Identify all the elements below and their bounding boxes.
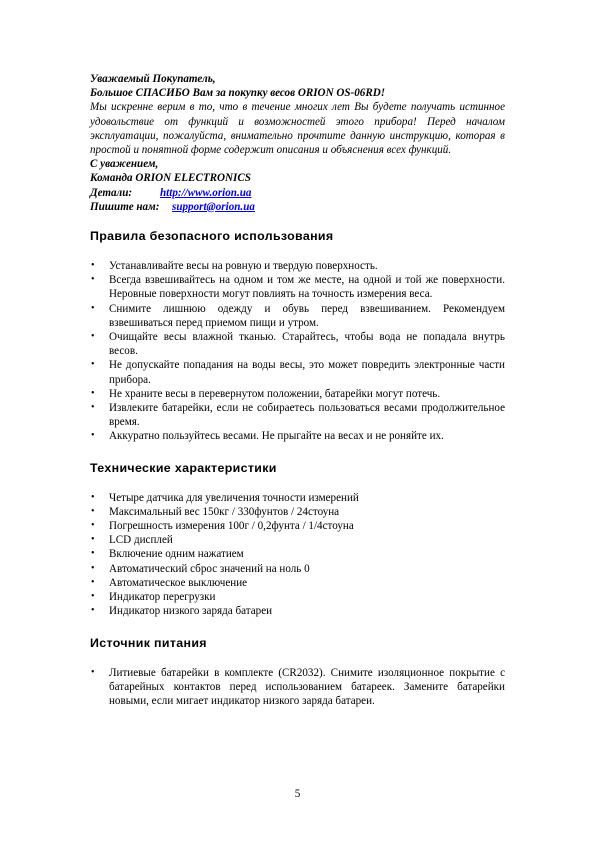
list-item: • Снимите лишнюю одежду и обувь перед взвешиванием. Рекомендуем взвешиваться перед приемом пищи и утром. [91, 302, 505, 329]
write-us-label: Пишите нам: [90, 200, 160, 213]
list-item: • Автоматический сброс значений на ноль 0 [91, 562, 310, 575]
bullet-icon: • [91, 591, 95, 603]
power-list [90, 666, 505, 709]
bullet-icon: • [91, 534, 95, 546]
bullet-icon: • [91, 430, 95, 442]
bullet-icon: • [91, 402, 95, 414]
list-item: • Автоматическое выключение [91, 576, 248, 589]
page-number: 5 [294, 788, 301, 800]
bullet-icon: • [91, 359, 95, 371]
list-item: • Четыре датчика для увеличения точности измерений [91, 491, 359, 504]
list-item: • Индикатор низкого заряда батареи [91, 605, 273, 618]
section-heading-safety: Правила безопасного использования [90, 229, 334, 244]
list-item: • Не храните весы в перевернутом положении, батарейки могут потечь. [91, 387, 441, 400]
regards: С уважением, [90, 158, 159, 171]
list-item: • Литиевые батарейки в комплекте (CR2032). Снимите изоляционное покрытие с батарейных контактов перед использованием батареек. Замените батарейки новыми, если мигает индикатор низкого заряда батареи. [91, 666, 505, 707]
bullet-icon: • [91, 260, 95, 272]
details-row [90, 186, 505, 200]
list-item: • Извлеките батарейки, если не собираетесь пользоваться весами продолжительное время. [91, 402, 505, 429]
list-item: • Погрешность измерения 100г / 0,2фунта / 1/4стоуна [91, 520, 354, 533]
intro-paragraph: Мы искренне верим в то, что в течение многих лет Вы будете получать истинное удовольствие от функций и возможностей этого прибора! Перед началом эксплуатации, пожалуйста, внимательно прочтите данную инструкцию, которая в простой и понятной форме содержит описания и объяснения всех функций. [90, 101, 505, 157]
list-item: • Устанавливайте весы на ровную и твердую поверхность. [91, 260, 378, 273]
bullet-icon: • [91, 331, 95, 343]
document-page [90, 72, 505, 708]
list-item: • Очищайте весы влажной тканью. Старайтесь, чтобы вода не попадала внутрь весов. [91, 331, 505, 358]
bullet-icon: • [91, 505, 95, 517]
bullet-icon: • [91, 274, 95, 286]
safety-list [90, 259, 505, 444]
list-item: • Аккуратно пользуйтесь весами. Не прыгайте на весах и не роняйте их. [91, 430, 444, 443]
list-item: • Включение одним нажатием [91, 548, 244, 561]
section-heading-power: Источник питания [90, 635, 207, 650]
bullet-icon: • [91, 387, 95, 399]
bullet-icon: • [91, 576, 95, 588]
specs-list [90, 491, 505, 619]
website-link[interactable]: http://www.orion.ua [160, 186, 252, 199]
intro-block [90, 72, 505, 214]
list-item: • Максимальный вес 150кг / 330фунтов / 24стоуна [91, 505, 340, 518]
thanks-line: Большое СПАСИБО Вам за покупку весов ORION OS-06RD! [90, 87, 386, 100]
email-row [90, 200, 505, 214]
greeting: Уважаемый Покупатель, [90, 73, 216, 85]
team-signature: Команда ORION ELECTRONICS [90, 172, 251, 185]
bullet-icon: • [91, 666, 95, 678]
bullet-icon: • [91, 520, 95, 532]
support-email-link[interactable]: support@orion.ua [172, 200, 255, 213]
list-item: • Не допускайте попадания на воды весы, это может повредить электронные части прибора. [91, 359, 505, 386]
details-label: Детали: [90, 186, 133, 199]
section-heading-specs: Технические характеристики [90, 460, 277, 475]
list-item: • Индикатор перегрузки [91, 591, 216, 604]
bullet-icon: • [91, 302, 95, 314]
bullet-icon: • [91, 491, 95, 503]
list-item: • Всегда взвешивайтесь на одном и том же месте, на одной и той же поверхности. Неровные поверхности могут повлиять на точность измерения веса. [91, 274, 505, 301]
bullet-icon: • [91, 562, 95, 574]
list-item: • LCD дисплей [91, 534, 173, 547]
bullet-icon: • [91, 548, 95, 560]
bullet-icon: • [91, 605, 95, 617]
